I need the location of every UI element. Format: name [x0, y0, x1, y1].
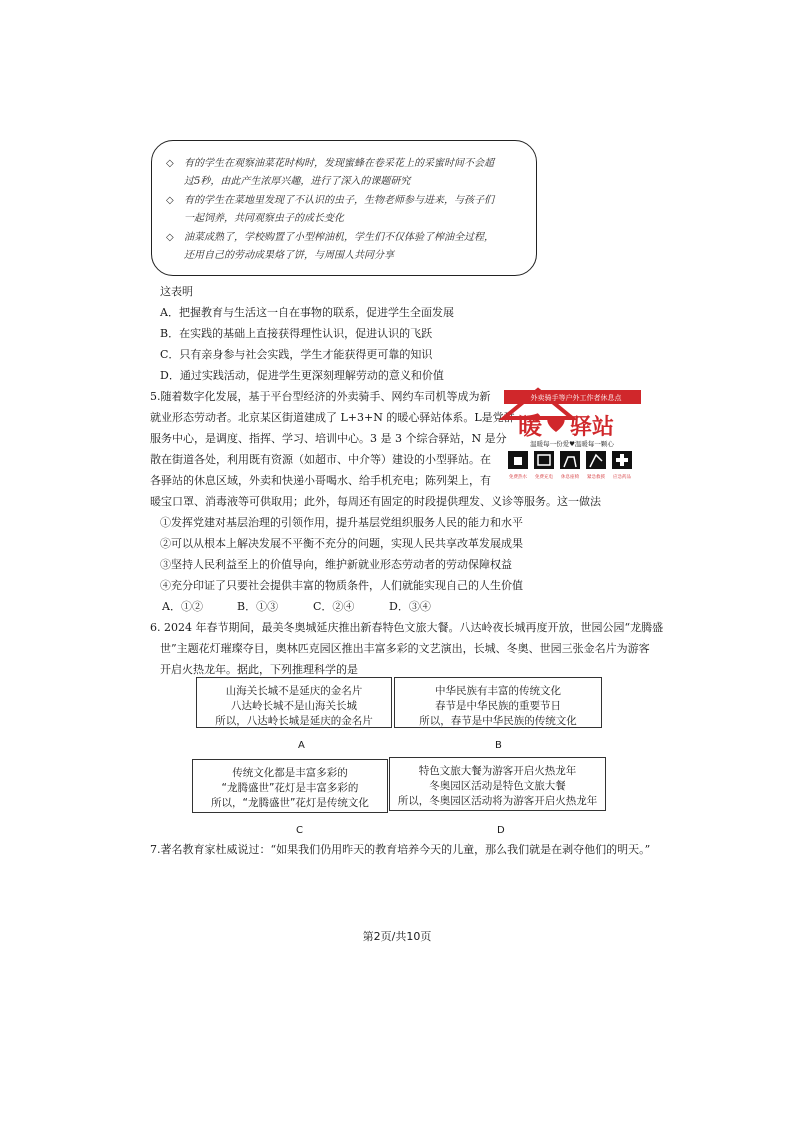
scenario-box	[151, 140, 537, 276]
reasoning-line: 传统文化都是丰富多彩的	[232, 767, 348, 779]
reasoning-box-c	[192, 759, 388, 813]
sign-caption: 休息座椅	[561, 475, 579, 480]
q4-option-d: D．通过实践活动，促进学生更深刻理解劳动的意义和价值	[160, 369, 444, 382]
scenario-line: 油菜成熟了，学校购置了小型榨油机，学生们不仅体验了榨油全过程，	[184, 232, 494, 243]
reasoning-line: 所以，冬奥园区活动将为游客开启火热龙年	[397, 795, 598, 807]
q5-line: 服务中心，是调度、指挥、学习、培训中心。3 是 3 个综合驿站，N 是分	[150, 432, 507, 445]
sign-title-left: 暖	[518, 412, 542, 440]
q5-line: 暖宝口罩、消毒液等可供取用；此外，每周还有固定的时段提供理发、义诊等服务。这一做法	[150, 495, 601, 508]
q6-line: 世”主题花灯璀璨夺目，奥林匹克园区推出丰富多彩的文艺演出，长城、冬奥、世园三张金名片为游客	[160, 642, 650, 655]
q5-statement-2: ②可以从根本上解决发展不平衡不充分的问题，实现人民共享改革发展成果	[160, 537, 523, 550]
reasoning-line: 所以，春节是中华民族的传统文化	[419, 715, 577, 727]
q5-line: 各驿站的休息区域，外卖和快递小哥喝水、给手机充电；陈列架上，有	[150, 474, 491, 487]
q5-choice-c: C．②④	[313, 600, 355, 613]
reasoning-box-d	[389, 757, 606, 811]
reasoning-line: 所以，八达岭长城是延庆的金名片	[215, 715, 373, 727]
q5-choice-a: A．①②	[162, 600, 203, 613]
page-number: 第2页/共10页	[362, 930, 432, 943]
q4-option-a: A．把握教育与生活这一自在事物的联系，促进学生全面发展	[160, 306, 454, 319]
q4-option-c: C．只有亲身参与社会实践，学生才能获得更可靠的知识	[160, 348, 433, 361]
sign-banner: 外卖骑手等户外工作者休息点	[530, 394, 622, 402]
q5-line: 5.随着数字化发展，基于平台型经济的外卖骑手、网约车司机等成为新	[150, 390, 491, 403]
q5-line: 散在街道各处，利用既有资源（如超市、中介等）建设的小型驿站。在	[150, 453, 491, 466]
emergency-exit-icon	[586, 451, 606, 469]
box-label-a: A	[298, 740, 305, 751]
q5-statement-1: ①发挥党建对基层治理的引领作用，提升基层党组织服务人民的能力和水平	[160, 516, 523, 529]
reasoning-line: 所以，“龙腾盛世”花灯是传统文化	[211, 797, 369, 809]
scenario-line: 有的学生在菜地里发现了不认识的虫子，生物老师参与进来，与孩子们	[184, 195, 494, 206]
sign-caption: 应急药品	[613, 475, 631, 480]
reasoning-line: 山海关长城不是延庆的金名片	[225, 685, 363, 697]
q5-choice-d: D．③④	[389, 600, 431, 613]
reasoning-line: “龙腾盛世”花灯是丰富多彩的	[221, 782, 359, 794]
warm-station-sign	[498, 384, 645, 482]
reasoning-box-a	[196, 677, 392, 728]
q5-line: 就业形态劳动者。北京某区街道建成了 L+3+N 的暖心驿站体系。L是党群	[150, 411, 515, 424]
scenario-line: 一起饲养，共同观察虫子的成长变化	[184, 213, 344, 224]
q6-line: 开启火热龙年。据此，下列推理科学的是	[160, 663, 358, 676]
sign-caption: 免费充电	[535, 475, 553, 480]
sign-caption: 紧急救援	[587, 475, 605, 480]
scenario-line: 有的学生在观察油菜花时构时，发现蜜蜂在卷采花上的采蜜时间不会超	[184, 158, 494, 169]
reasoning-line: 冬奥园区活动是特色文旅大餐	[429, 780, 566, 792]
scenario-line: 过5秒，由此产生浓厚兴趣，进行了深入的课题研究	[184, 176, 411, 187]
scenario-item	[166, 155, 520, 191]
scenario-line: 还用自己的劳动成果烙了饼，与周围人共同分享	[184, 250, 394, 261]
seat-icon	[560, 451, 580, 469]
diamond-bullet-icon: ◇	[166, 195, 174, 206]
q4-stem: 这表明	[160, 285, 193, 298]
reasoning-line: 特色文旅大餐为游客开启火热龙年	[418, 765, 577, 777]
diamond-bullet-icon: ◇	[166, 158, 174, 169]
reasoning-line: 春节是中华民族的重要节日	[435, 700, 561, 712]
scenario-item	[166, 192, 520, 228]
reasoning-line: 八达岭长城不是山海关长城	[231, 700, 357, 712]
charging-icon	[534, 451, 554, 469]
scenario-item	[166, 229, 520, 265]
q4-option-b: B．在实践的基础上直接获得理性认识，促进认识的飞跃	[160, 327, 433, 340]
q5-choice-b: B．①③	[237, 600, 279, 613]
q5-statement-4: ④充分印证了只要社会提供丰富的物质条件，人们就能实现自己的人生价值	[160, 579, 523, 592]
diamond-bullet-icon: ◇	[166, 232, 174, 243]
sign-title-right: 驿站	[570, 415, 615, 440]
box-label-d: D	[497, 825, 505, 836]
q5-statement-3: ③坚持人民利益至上的价值导向，维护新就业形态劳动者的劳动保障权益	[160, 558, 512, 571]
box-label-c: C	[296, 825, 303, 836]
reasoning-box-b	[394, 677, 602, 728]
sign-slogan: 温暖每一份爱♥温暖每一颗心	[530, 440, 614, 448]
sign-caption: 免费热水	[509, 475, 527, 480]
q6-line: 6. 2024 年春节期间，最美冬奥城延庆推出新春特色文旅大餐。八达岭夜长城再度开放，世园公园“龙腾盛	[150, 621, 664, 634]
box-label-b: B	[495, 740, 502, 751]
reasoning-line: 中华民族有丰富的传统文化	[435, 685, 561, 697]
q7-line: 7.著名教育家杜威说过：“如果我们仍用昨天的教育培养今天的儿童，那么我们就是在剥夺他们的明天。”	[150, 843, 651, 856]
